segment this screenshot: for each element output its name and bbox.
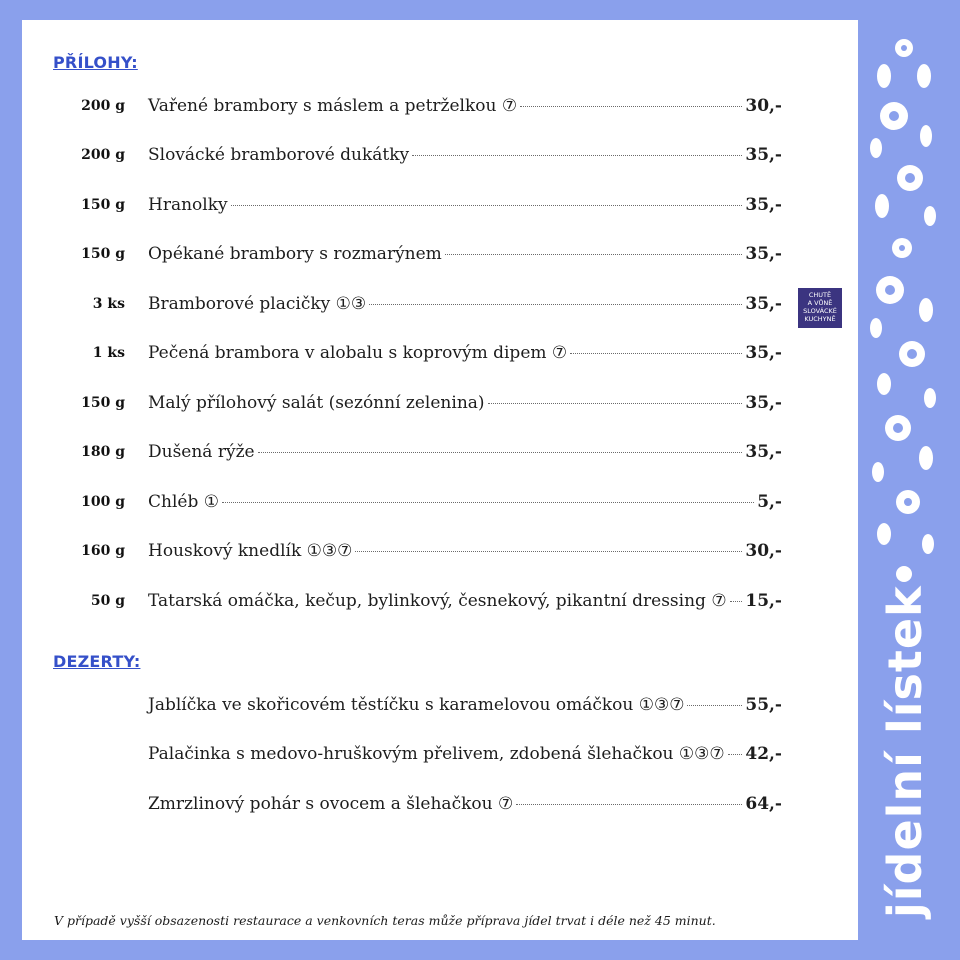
dish-name: Pečená brambora v alobalu s koprovým dipem ⑦ [148,343,568,363]
dessert-row [22,744,782,770]
dessert-price: 42,- [745,744,782,764]
dish-price: 35,- [745,244,782,264]
portion-size: 200 g [81,147,125,163]
portion-size: 180 g [81,444,125,460]
footnote: V případě vyšší obsazenosti restaurace a venkovních teras může příprava jídel trvat i déle než 45 minut. [54,913,716,928]
sides-heading: PŘÍLOHY: [53,53,138,72]
dish-name: Bramborové placičky ①③ [148,294,367,314]
dessert-price: 55,- [745,695,782,715]
dish-price: 35,- [745,145,782,165]
menu-row [22,294,782,320]
dish-name: Slovácké bramborové dukátky [148,145,410,165]
dish-price: 35,- [745,343,782,363]
dish-name: Houskový knedlík ①③⑦ [148,541,353,561]
dish-price: 30,- [745,96,782,116]
portion-size: 100 g [81,494,125,510]
dish-price: 35,- [745,195,782,215]
menu-row [22,442,782,468]
dish-name: Tatarská omáčka, kečup, bylinkový, česnekový, pikantní dressing ⑦ [148,591,727,611]
dish-name: Chléb ① [148,492,219,512]
portion-size: 200 g [81,98,125,114]
menu-row [22,195,782,221]
menu-row [22,96,782,122]
portion-size: 150 g [81,246,125,262]
portion-size: 160 g [81,543,125,559]
dish-name: Opékané brambory s rozmarýnem [148,244,442,264]
desserts-heading: DEZERTY: [53,652,141,671]
folk-ornament-icon [864,28,946,588]
portion-size: 1 ks [92,345,125,361]
dish-price: 15,- [745,591,782,611]
portion-size: 50 g [90,593,125,609]
dish-price: 35,- [745,294,782,314]
portion-size: 150 g [81,197,125,213]
dish-price: 30,- [745,541,782,561]
menu-row [22,244,782,270]
dish-name: Malý přílohový salát (sezónní zelenina) [148,393,485,413]
menu-row [22,145,782,171]
portion-size: 3 ks [92,296,125,312]
menu-row [22,343,782,369]
menu-row [22,541,782,567]
menu-row [22,492,782,518]
dessert-row [22,794,782,820]
menu-row [22,591,782,617]
dish-price: 35,- [745,442,782,462]
portion-size: 150 g [81,395,125,411]
dessert-row [22,695,782,721]
dessert-name: Jablíčka ve skořicovém těstíčku s karamelovou omáčkou ①③⑦ [148,695,685,715]
menu-page [22,20,858,940]
dish-name: Dušená rýže [148,442,255,462]
dessert-name: Palačinka s medovo-hruškovým přelivem, zdobená šlehačkou ①③⑦ [148,744,725,764]
dish-name: Hranolky [148,195,228,215]
menu-title-vertical: jídelní lístek [878,585,932,918]
dish-name: Vařené brambory s máslem a petrželkou ⑦ [148,96,518,116]
dish-price: 35,- [745,393,782,413]
dessert-price: 64,- [745,794,782,814]
dessert-name: Zmrzlinový pohár s ovocem a šlehačkou ⑦ [148,794,514,814]
dish-price: 5,- [757,492,782,512]
brand-badge: CHUTĚ A VŮNĚ SLOVÁCKÉ KUCHYNĚ [798,288,842,328]
menu-row [22,393,782,419]
